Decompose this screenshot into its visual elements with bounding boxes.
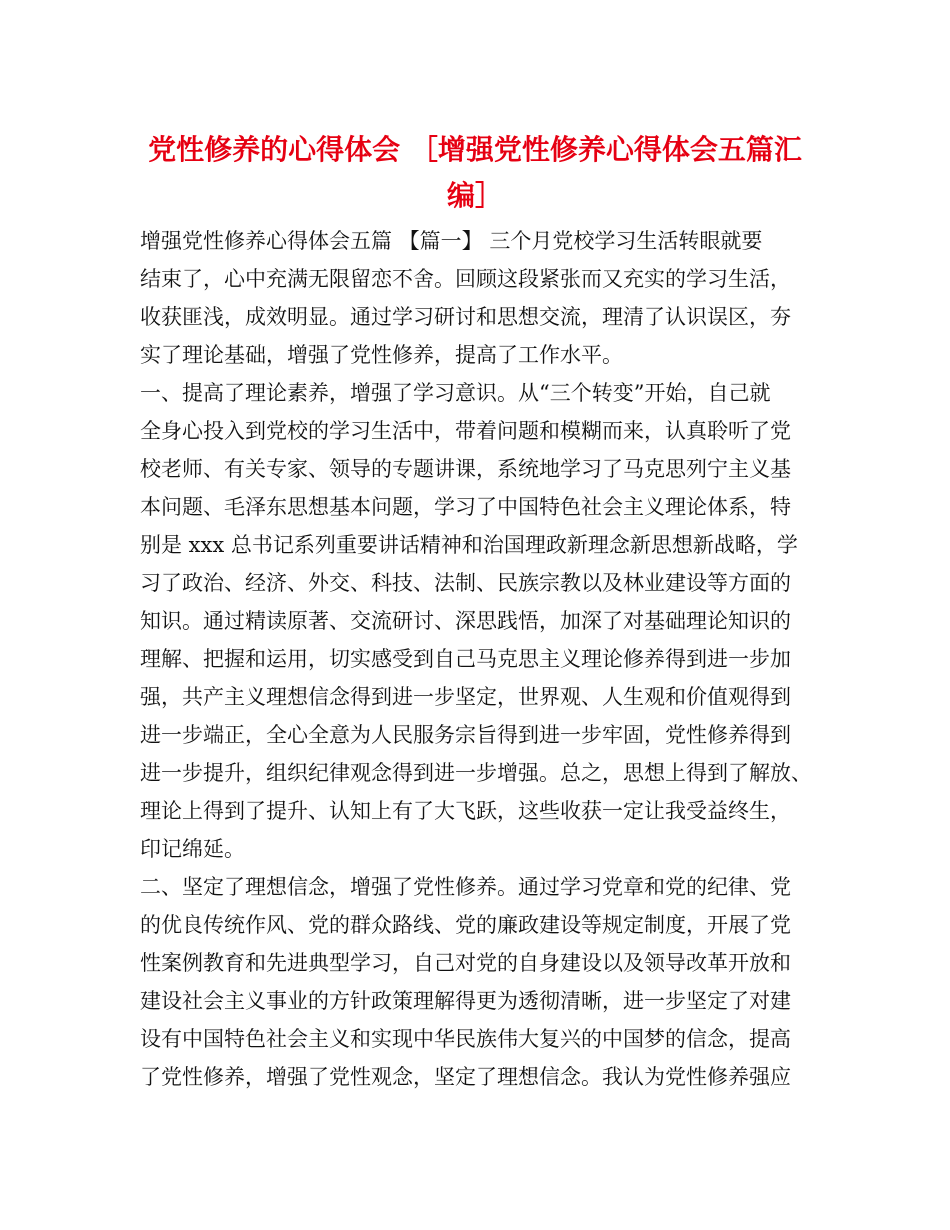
body-line: 强，共产主义理想信念得到进一步坚定，世界观、人生观和价值观得到 (140, 685, 791, 709)
body-line: 增强党性修养心得体会五篇 【篇一】 三个月党校学习生活转眼就要 (140, 229, 763, 253)
body-line: 别是 xxx 总书记系列重要讲话精神和治国理政新理念新思想新战略，学 (140, 533, 798, 557)
body-line: 收获匪浅，成效明显。通过学习研讨和思想交流，理清了认识误区，夯 (140, 305, 791, 329)
body-line: 了党性修养，增强了党性观念，坚定了理想信念。我认为党性修养强应 (140, 1065, 791, 1089)
body-line: 理解、把握和运用，切实感受到自己马克思主义理论修养得到进一步加 (140, 647, 791, 671)
body-line: 进一步提升，组织纪律观念得到进一步增强。总之，思想上得到了解放、 (140, 761, 812, 785)
body-line: 印记绵延。 (140, 837, 245, 861)
body-line: 全身心投入到党校的学习生活中，带着问题和模糊而来，认真聆听了党 (140, 419, 791, 443)
body-line: 校老师、有关专家、领导的专题讲课，系统地学习了马克思列宁主义基 (140, 457, 791, 481)
body-line: 结束了，心中充满无限留恋不舍。回顾这段紧张而又充实的学习生活， (140, 267, 791, 291)
body-line: 二、坚定了理想信念，增强了党性修养。通过学习党章和党的纪律、党 (140, 875, 791, 899)
body-line: 实了理论基础，增强了党性修养，提高了工作水平。 (140, 343, 623, 367)
document-title-line-1: 党性修养的心得体会 ［增强党性修养心得体会五篇汇 (148, 133, 802, 166)
body-line: 一、提高了理论素养，增强了学习意识。从“三个转变”开始，自己就 (140, 381, 771, 405)
body-line: 设有中国特色社会主义和实现中华民族伟大复兴的中国梦的信念，提高 (140, 1027, 791, 1051)
body-line: 进一步端正，全心全意为人民服务宗旨得到进一步牢固，党性修养得到 (140, 723, 791, 747)
body-line: 的优良传统作风、党的群众路线、党的廉政建设等规定制度，开展了党 (140, 913, 791, 937)
document-body (140, 222, 830, 1096)
body-line: 理论上得到了提升、认知上有了大飞跃，这些收获一定让我受益终生， (140, 799, 791, 823)
body-line: 性案例教育和先进典型学习，自己对党的自身建设以及领导改革开放和 (140, 951, 791, 975)
body-line: 习了政治、经济、外交、科技、法制、民族宗教以及林业建设等方面的 (140, 571, 791, 595)
document-title-line-2: 编］ (446, 179, 503, 212)
body-line: 知识。通过精读原著、交流研讨、深思践悟，加深了对基础理论知识的 (140, 609, 791, 633)
body-line: 本问题、毛泽东思想基本问题，学习了中国特色社会主义理论体系，特 (140, 495, 791, 519)
body-line: 建设社会主义事业的方针政策理解得更为透彻清晰，进一步坚定了对建 (140, 989, 791, 1013)
